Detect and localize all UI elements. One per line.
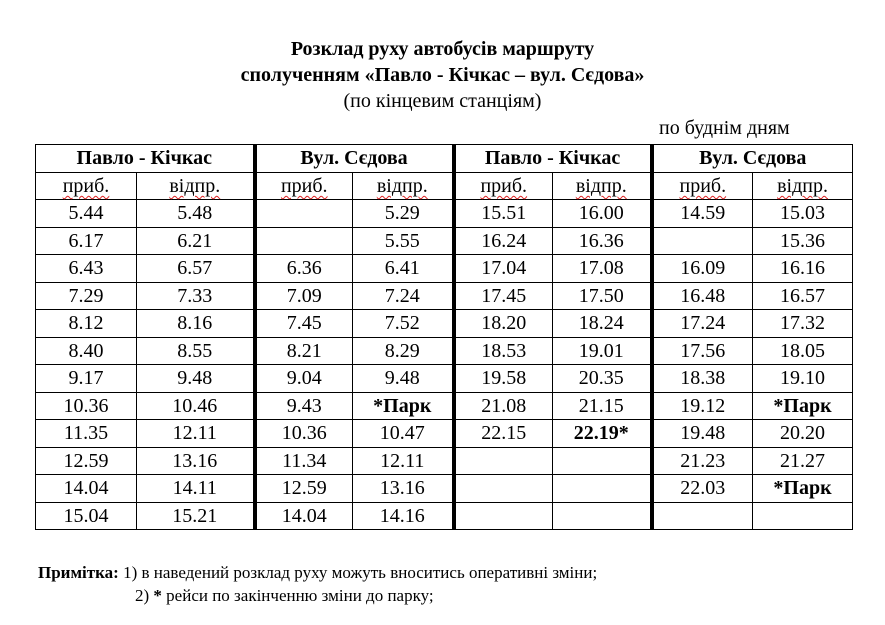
time-cell: 15.51 xyxy=(454,200,553,228)
time-cell xyxy=(652,227,753,255)
time-cell: 6.57 xyxy=(137,255,255,283)
time-cell: 14.04 xyxy=(36,475,137,503)
time-cell: 16.00 xyxy=(553,200,652,228)
time-cell: 20.20 xyxy=(753,420,853,448)
table-row xyxy=(36,365,853,393)
time-cell: 6.43 xyxy=(36,255,137,283)
header-row-stops xyxy=(36,145,853,173)
time-cell: 11.34 xyxy=(255,447,353,475)
time-cell: *Парк xyxy=(353,392,454,420)
weekdays-label: по буднім дням xyxy=(659,117,790,139)
time-cell: 7.45 xyxy=(255,310,353,338)
schedule-table xyxy=(35,144,853,530)
time-cell: 12.59 xyxy=(36,447,137,475)
time-cell: 17.56 xyxy=(652,337,753,365)
time-cell xyxy=(553,447,652,475)
table-row xyxy=(36,392,853,420)
time-cell: 16.36 xyxy=(553,227,652,255)
time-cell: 17.24 xyxy=(652,310,753,338)
time-cell: 6.41 xyxy=(353,255,454,283)
time-cell: 22.15 xyxy=(454,420,553,448)
time-cell: 14.11 xyxy=(137,475,255,503)
time-cell: 10.47 xyxy=(353,420,454,448)
time-cell: 8.29 xyxy=(353,337,454,365)
time-cell: 8.12 xyxy=(36,310,137,338)
header-stop-sedova-2: Вул. Сєдова xyxy=(652,145,853,173)
table-row xyxy=(36,227,853,255)
time-cell: 22.19* xyxy=(553,420,652,448)
time-cell: 16.48 xyxy=(652,282,753,310)
title-line-2: сполученням «Павло - Кічкас – вул. Сєдова» xyxy=(240,64,645,86)
time-cell: 17.45 xyxy=(454,282,553,310)
time-cell: 13.16 xyxy=(137,447,255,475)
time-cell: 16.57 xyxy=(753,282,853,310)
time-cell: 6.36 xyxy=(255,255,353,283)
note-2-star: * xyxy=(153,586,162,605)
time-cell: 5.55 xyxy=(353,227,454,255)
time-cell xyxy=(652,502,753,530)
note-2-number: 2) xyxy=(135,586,154,605)
time-cell: 21.08 xyxy=(454,392,553,420)
table-row xyxy=(36,310,853,338)
time-cell: *Парк xyxy=(753,392,853,420)
time-cell: 15.04 xyxy=(36,502,137,530)
time-cell: 8.21 xyxy=(255,337,353,365)
time-cell: 20.35 xyxy=(553,365,652,393)
time-cell: 15.36 xyxy=(753,227,853,255)
time-cell: 21.15 xyxy=(553,392,652,420)
time-cell: 12.59 xyxy=(255,475,353,503)
time-cell: 18.38 xyxy=(652,365,753,393)
time-cell: 6.21 xyxy=(137,227,255,255)
time-cell: 6.17 xyxy=(36,227,137,255)
time-cell: 9.04 xyxy=(255,365,353,393)
time-cell xyxy=(454,447,553,475)
time-cell: 8.16 xyxy=(137,310,255,338)
header-arrival: приб. xyxy=(36,172,137,200)
time-cell: 21.23 xyxy=(652,447,753,475)
header-stop-pavlo-kichkas-1: Павло - Кічкас xyxy=(36,145,255,173)
time-cell: 7.24 xyxy=(353,282,454,310)
time-cell: 9.48 xyxy=(137,365,255,393)
title-line-1: Розклад руху автобусів маршруту xyxy=(290,38,595,60)
time-cell: 19.01 xyxy=(553,337,652,365)
time-cell xyxy=(454,502,553,530)
header-stop-sedova-1: Вул. Сєдова xyxy=(255,145,454,173)
time-cell: 15.03 xyxy=(753,200,853,228)
time-cell: 13.16 xyxy=(353,475,454,503)
header-arrival: приб. xyxy=(255,172,353,200)
time-cell: 7.09 xyxy=(255,282,353,310)
time-cell: 17.08 xyxy=(553,255,652,283)
note-1-text: 1) в наведений розклад руху можуть вноситись оперативні зміни; xyxy=(118,563,598,582)
table-row xyxy=(36,420,853,448)
header-departure: відпр. xyxy=(353,172,454,200)
header-arrival: приб. xyxy=(652,172,753,200)
time-cell: 19.12 xyxy=(652,392,753,420)
time-cell: 14.04 xyxy=(255,502,353,530)
header-departure: відпр. xyxy=(553,172,652,200)
time-cell: 18.24 xyxy=(553,310,652,338)
time-cell: 15.21 xyxy=(137,502,255,530)
time-cell xyxy=(255,200,353,228)
time-cell: 10.36 xyxy=(255,420,353,448)
time-cell: 12.11 xyxy=(353,447,454,475)
table-row xyxy=(36,447,853,475)
time-cell: 11.35 xyxy=(36,420,137,448)
note-2-text: рейси по закінченню зміни до парку; xyxy=(161,586,434,605)
header-row-arr-dep xyxy=(36,172,853,200)
time-cell: 5.44 xyxy=(36,200,137,228)
time-cell: 8.55 xyxy=(137,337,255,365)
time-cell xyxy=(255,227,353,255)
time-cell xyxy=(553,502,652,530)
time-cell: 18.53 xyxy=(454,337,553,365)
time-cell: 17.50 xyxy=(553,282,652,310)
time-cell: 7.29 xyxy=(36,282,137,310)
header-departure: відпр. xyxy=(137,172,255,200)
time-cell: 14.59 xyxy=(652,200,753,228)
time-cell: 8.40 xyxy=(36,337,137,365)
time-cell: 9.17 xyxy=(36,365,137,393)
header-arrival: приб. xyxy=(454,172,553,200)
note-line-2 xyxy=(135,586,434,606)
table-row xyxy=(36,200,853,228)
time-cell xyxy=(553,475,652,503)
note-line-1 xyxy=(38,563,597,583)
time-cell: 12.11 xyxy=(137,420,255,448)
time-cell: 16.09 xyxy=(652,255,753,283)
time-cell: 19.48 xyxy=(652,420,753,448)
time-cell: 10.36 xyxy=(36,392,137,420)
time-cell: 7.52 xyxy=(353,310,454,338)
note-label: Примітка: xyxy=(38,563,119,582)
time-cell: 17.32 xyxy=(753,310,853,338)
table-row xyxy=(36,475,853,503)
time-cell: 17.04 xyxy=(454,255,553,283)
time-cell: 18.20 xyxy=(454,310,553,338)
table-row xyxy=(36,337,853,365)
table-row xyxy=(36,282,853,310)
time-cell: *Парк xyxy=(753,475,853,503)
time-cell xyxy=(454,475,553,503)
time-cell: 9.48 xyxy=(353,365,454,393)
time-cell: 16.16 xyxy=(753,255,853,283)
time-cell: 22.03 xyxy=(652,475,753,503)
time-cell: 5.29 xyxy=(353,200,454,228)
header-stop-pavlo-kichkas-2: Павло - Кічкас xyxy=(454,145,652,173)
header-departure: відпр. xyxy=(753,172,853,200)
time-cell: 10.46 xyxy=(137,392,255,420)
time-cell: 7.33 xyxy=(137,282,255,310)
time-cell: 21.27 xyxy=(753,447,853,475)
time-cell: 9.43 xyxy=(255,392,353,420)
time-cell: 19.10 xyxy=(753,365,853,393)
time-cell: 14.16 xyxy=(353,502,454,530)
time-cell: 16.24 xyxy=(454,227,553,255)
table-row xyxy=(36,502,853,530)
time-cell: 19.58 xyxy=(454,365,553,393)
time-cell: 18.05 xyxy=(753,337,853,365)
time-cell: 5.48 xyxy=(137,200,255,228)
title-line-3: (по кінцевим станціям) xyxy=(343,90,542,112)
table-row xyxy=(36,255,853,283)
time-cell xyxy=(753,502,853,530)
